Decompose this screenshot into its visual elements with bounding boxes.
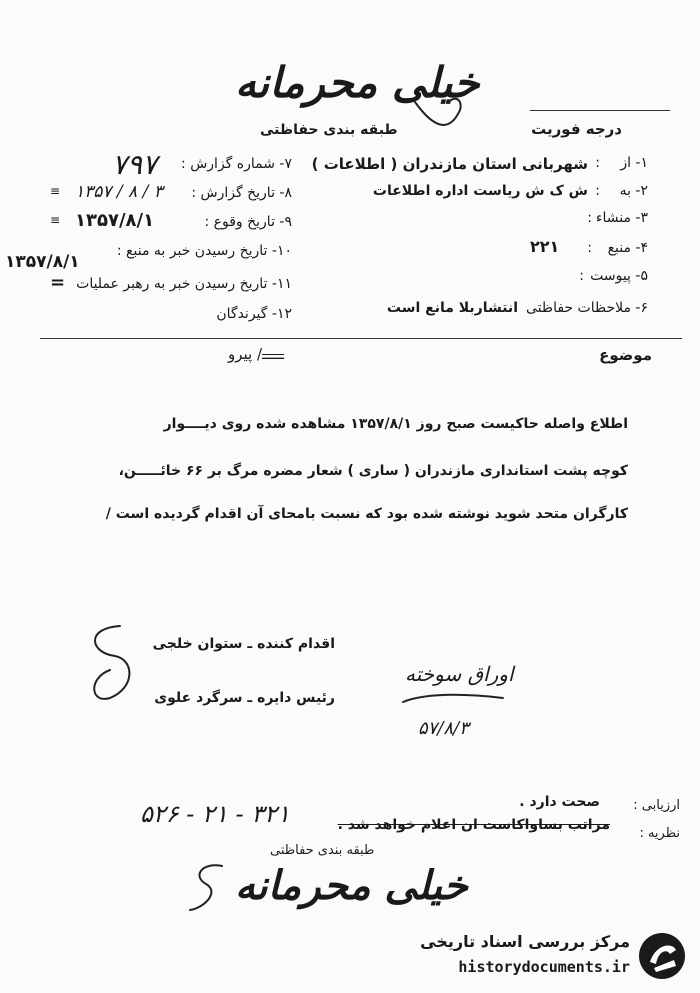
handwritten-mark-bottom <box>180 858 235 918</box>
subject-value-text: پیرو <box>228 345 253 363</box>
document-page: خیلی محرمانه درجه فوریت طبقه بندی حفاظتی ۱- از : شهربانی استان مازندران ( اطلاعات ) ۲- به : ش ک ش ریاست اداره اطلاعات ۳- منشاء : ۴- منبع : ۲۲۱ ۵- پیوست : ۶- ملاحظات حفاظتی انتشاربلا مانع است ۷- شماره گزارش : ۷۹۷ ۸- تاریخ گزارش : ۱۳۵۷ / ۸ / ۳ ≡ ۹- تاریخ وقوع : ۱۳۵۷/۸/۱ ≡ ۱۰- تاریخ رسیدن خبر به منبع : ۱۳۵۷/۸/۱ ۱۱- تاریخ رسیدن خبر به رهبر عملیات = ۱۲- گیرندگان موضوع ـــــ/ پیرو اطلاع واصله حاکیست صبح روز ۱۳۵۷/۸/۱ مشاهده شده روی دیــــوار کوچه پشت استانداری مازندران ( ساری ) شعار مضره مرگ بر ۶۶ خائـــــن، کارگران متحد شوید نوشته شده بود که نسبت بامحای آن اقدام گردیده است / اقدام کننده ـ ستوان خلجی رئیس دایره ـ سرگرد علوی اوراق سوخته ۵۷/۸/۳ ارزیابی : صحت دارد . نظریه : مراتب بساواکاست ان اعلام خواهد شد . ۵۲۶ - ۲۱ - ۳۲۱ طبقه بندی حفاظتی خیلی محرمانه مرکز بررسی اسناد تاریخی historydocuments.ir <box>0 0 700 993</box>
news-to-ops-label: ۱۱- تاریخ رسیدن خبر به رهبر عملیات <box>76 276 292 292</box>
subject-value: ـــــ/ پیرو <box>228 345 285 363</box>
news-to-source-value: ۱۳۵۷/۸/۱ <box>5 252 80 272</box>
chief: رئیس دایره ـ سرگرد علوی <box>154 690 335 706</box>
origin-label: ۳- منشاء <box>595 210 648 226</box>
handwritten-underline <box>398 688 508 708</box>
classification-bottom: خیلی محرمانه <box>235 862 468 909</box>
report-number-label: ۷- شماره گزارش : <box>181 156 292 172</box>
watermark-title: مرکز بررسی اسناد تاریخی <box>420 932 630 951</box>
body-line-2: کوچه پشت استانداری مازندران ( ساری ) شعار مضره مرگ بر ۶۶ خائـــــن، <box>118 463 628 479</box>
to-label: ۲- به <box>619 183 648 199</box>
header-separator <box>40 338 682 339</box>
source-value: ۲۲۱ <box>530 237 560 256</box>
watermark <box>420 928 688 983</box>
evaluation-value: صحت دارد . <box>519 794 600 810</box>
report-number-value: ۷۹۷ <box>112 148 158 181</box>
classification-top: خیلی محرمانه <box>235 58 480 107</box>
file-number: ۵۲۶ - ۲۱ - ۳۲۱ <box>140 800 290 828</box>
initials-mark <box>80 618 145 708</box>
from-label: ۱- از <box>620 155 648 171</box>
handwritten-note: اوراق سوخته <box>405 662 514 686</box>
watermark-logo-icon <box>636 930 688 982</box>
report-date-value: ۱۳۵۷ / ۸ / ۳ <box>75 182 163 202</box>
opinion-label: نظریه : <box>639 826 680 841</box>
subject-label: موضوع <box>599 346 652 364</box>
handwritten-mark <box>405 90 475 140</box>
opinion-value: مراتب بساواکاست ان اعلام خواهد شد . <box>337 817 610 833</box>
report-date-label: ۸- تاریخ گزارش : <box>191 185 292 201</box>
attachment-label: ۵- پیوست <box>590 268 648 284</box>
to-value: ش ک ش ریاست اداره اطلاعات <box>372 183 588 199</box>
classification-label: طبقه بندی حفاظتی <box>260 122 398 138</box>
urgency-divider <box>530 110 670 111</box>
handwritten-date: ۵۷/۸/۳ <box>418 718 469 739</box>
evaluation-label: ارزیابی : <box>633 798 680 813</box>
body-line-1: اطلاع واصله حاکیست صبح روز ۱۳۵۷/۸/۱ مشاهده شده روی دیــــوار <box>163 416 628 432</box>
footer-classification-label: طبقه بندی حفاظتی <box>270 843 375 858</box>
urgency-label: درجه فوریت <box>531 120 622 138</box>
event-date-label: ۹- تاریخ وقوع : <box>204 214 292 230</box>
from-value: شهربانی استان مازندران ( اطلاعات ) <box>311 155 588 173</box>
news-to-ops-value: = <box>50 272 66 293</box>
body-line-3: کارگران متحد شوید نوشته شده بود که نسبت بامحای آن اقدام گردیده است / <box>105 506 628 522</box>
news-to-source-label: ۱۰- تاریخ رسیدن خبر به منبع : <box>116 243 292 259</box>
remarks-value: انتشاربلا مانع است <box>386 300 518 316</box>
source-label: ۴- منبع <box>607 240 648 256</box>
event-date-value: ۱۳۵۷/۸/۱ <box>75 210 155 231</box>
recipients-label: ۱۲- گیرندگان <box>216 306 292 322</box>
action-by: اقدام کننده ـ ستوان خلجی <box>152 636 335 652</box>
remarks-label: ۶- ملاحظات حفاظتی <box>526 300 648 316</box>
watermark-url: historydocuments.ir <box>458 958 630 976</box>
